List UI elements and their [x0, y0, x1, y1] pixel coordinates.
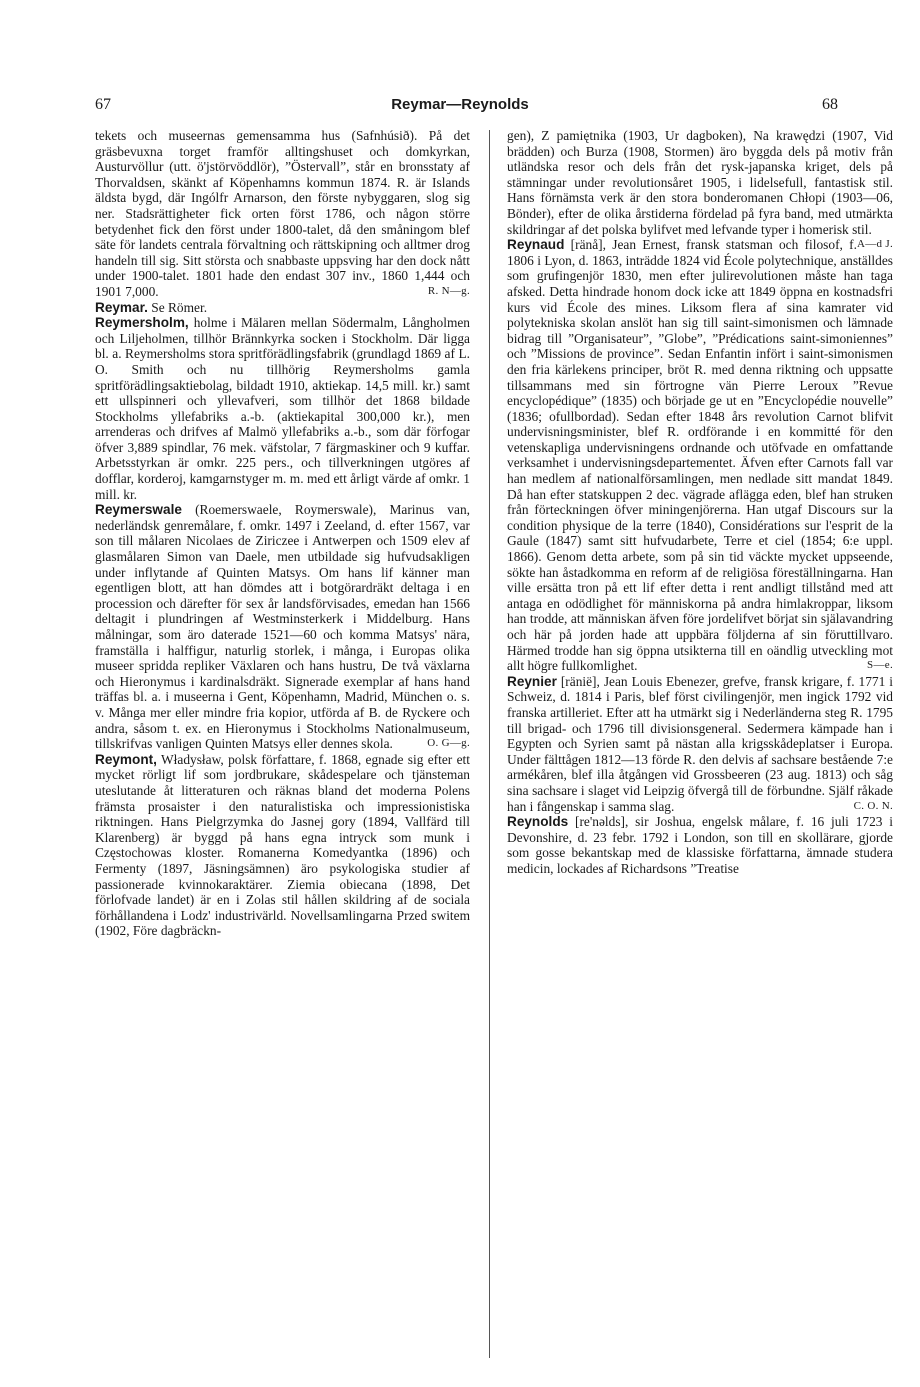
author-signature: O. G—g.: [427, 737, 470, 750]
author-signature: R. N—g.: [427, 284, 470, 297]
entry: [507, 814, 893, 876]
column-divider: [489, 130, 490, 1358]
entry-text: [re'nəlds], sir Joshua, engelsk målare, f. 16 juli 1723 i Devonshire, d. 23 febr. 1792 i London, son till en skollärare, gjorde som gosse bekantskap med de klassiske författarna, ämnade studera medicin, lockades af Richardsons ”Treatise: [507, 814, 893, 876]
entry-text: Se Römer.: [147, 299, 208, 315]
entry-text: gen), Z pamiętnika (1903, Ur dagboken), Na krawędzi (1907, Vid brädden) och Burza (1908, Stormen) äro byggda dels på motiv från utländska resor och dels från det rysk-japanska kriget, dels på stämningar under revolutionsåret 1905, i lidelsefull, fantastisk stil. Hans förnämsta verk är den stora bonderomanen Chłopi (1903—06, Bönder), efter de olika årstiderna fördelad på fyra band, med utmärkta skildringar af det polska bylifvet med lefvande typer i homerisk stil.: [507, 128, 893, 237]
entry-text: [ränå], Jean Ernest, fransk statsman och filosof, f. 1806 i Lyon, d. 1863, inträdde 1824 vid École polytechnique, anställdes som grufingenjör 1830, men efter julirevolutionen måste han taga afsked. Detta hindrade honom dock icke att 1849 öppna en kostnadsfri kurs vid École des mines. Liksom flera af sina kamrater vid polytekniska skolan anslöt han sig till saint-simonismen och lämnade bidrag till ”Organisateur”, ”Globe”, ”Prédications saint-simoniennes” och ”Missions de province”. Sedan Enfantin infört i saint-simonismen den fria kärlekens principer, bröt R. med denna riktning och uppsatte tillsammans med sin förtrogne vän Pierre Leroux ”Revue encyclopédique” (1835) och började ge ut en ”Encyclopédie nouvelle” (1836; ofullbordad). Sedan efter 1848 års revolution Carnot blifvit undervisningsminister, blef R. ordförande i en kommitté för den vetenskapliga undervisningens ordnande och utöfvade en omfattande verksamhet i undervisningsdepartementet. Äfven efter Carnots fall var han medlem af nationalförsamlingen, men nedlade sitt mandat 1849. Då han efter statskuppen 2 dec. vägrade aflägga eden, blef han struken från förteckningen öfver miningenjörerna. Han utgaf Discours sur la condition physique de la terre (1840), Considérations sur l'esprit de la Gaule (1847) samt sitt hufvudarbete, Terre et ciel (1854; 6:e uppl. 1866). Genom detta arbete, som på sin tid väckte mycket uppseende, sökte han åstadkomma en reform af de religiösa föreställningarna. Han ville ersätta tron på ett lif efter detta i rent andligt tillstånd med att antaga en odödlighet för människorna på andra himlakroppar, liksom han trodde, att människan äfven före jordelifvet börjat sin själavandring och här på jorden hade att uppbära följderna af sin föruttillvaro. Härmed trodde han sig öppna utsikterna till en oändlig utveckling mot allt högre fullkomlighet.: [507, 237, 893, 674]
entry-text: Władysław, polsk författare, f. 1868, egnade sig efter ett mycket rörligt lif som jordbrukare, skådespelare och tjänsteman uteslutande åt litteraturen och räknas bland det moderna Polens främsta prosaister i den naturalistiska och impressionistiska riktningen. Hans Pielgrzymka do Jasnej gory (1894, Vallfärd till Klarenberg) är byggd på hans egna intryck som munk i Częstochowas kloster. Romanerna Komedyantka (1896) och Fermenty (1897, Jäsningsämnen) äro psykologiska studier af passionerade kvinnokaraktärer. Ziemia obiecana (1898, Det förlofvade landet) är en i Zolas stil hållen skildring af de sociala förhållandena i Lodz' industrivärld. Novellsamlingarna Przed switem (1902, Före dagbräckn-: [95, 751, 470, 939]
right-column: [507, 128, 893, 877]
entry-text: [ränië], Jean Louis Ebenezer, grefve, fransk krigare, f. 1771 i Schweiz, d. 1814 i Paris, blef först civilingenjör, men ingick 1792 vid franska artilleriet. Efter att ha utmärkt sig i Nederländerna steg R. 1795 till brigad- och 1796 till divisionsgeneral. Sedermera kämpade han i Egypten och Syrien samt på nästan alla krigsskådeplatser i Europa. Under fälttågen 1812—13 förde R. den delvis af sachsare bestående 7:e armékåren, blef illa åtgången vid Grossbeeren (23 aug. 1813) och såg sina sachsare i slaget vid Leipzig öfvergå till de förbundne. Själf råkade han i fångenskap i samma slag.: [507, 673, 893, 814]
author-signature: A—d J.: [856, 238, 893, 251]
entry-headword: Reymerswale: [95, 502, 182, 518]
page-number-right: 68: [822, 96, 838, 113]
entry: [507, 674, 893, 814]
running-head: Reymar—Reynolds: [391, 96, 529, 113]
entry-headword: Reymont,: [95, 751, 157, 767]
page-number-left: 67: [95, 96, 111, 113]
entry: [95, 502, 470, 752]
entry-headword: Reymersholm,: [95, 315, 189, 331]
left-column: [95, 128, 470, 939]
page-header: [0, 96, 920, 120]
entry-headword: Reymar.: [95, 299, 148, 315]
entry-headword: Reynaud: [507, 237, 565, 253]
entry-headword: Reynier: [507, 673, 557, 689]
entry-text: tekets och museernas gemensamma hus (Safnhúsið). På det gräsbevuxna torget framför alltingshuset och domkyrkan, Austurvöllur (utt. ö'jstörvöddlör), ”Östervall”, står en bronsstaty af Thorvaldsen, skänkt af Köpenhamns kommun 1874. R. är Islands äldsta bygd, där Ingólfr Arnarson, den förste nybyggaren, slog sig ner. Stadsrättigheter fick orten först 1786, och någon större betydenhet fick den först under 1800-talet, då den småningom blef säte för landets centrala förvaltning och rättskipning och alltmer drog handeln till sig. Sitt största och snabbaste uppsving har den dock nått under 1900-talet. 1801 hade den endast 307 inv., 1860 1,444 och 1901 7,000.: [95, 128, 470, 299]
author-signature: C. O. N.: [853, 799, 893, 812]
author-signature: S—e.: [867, 659, 893, 672]
entry: [507, 237, 893, 674]
entry-continuation: [95, 128, 470, 300]
entry: [95, 300, 470, 316]
entry-text: holme i Mälaren mellan Södermalm, Långholmen och Liljeholmen, tillhör Brännkyrka socken i Stockholm. Där ligga bl. a. Reymersholms stora spritförädlingsfabrik (grundlagd 1869 af L. O. Smith och nu tillhörig Reymersholms gamla spritförädlingsaktiebolag, bildadt 1910, aktiekap. 14,5 mill. kr.) samt ett ullspinneri och yllevafveri, som tillhör det 1868 bildade Stockholms yllefabriks a.-b. (aktiekapital 300,000 kr.), men arrenderas och drifves af Malmö yllefabriks a.-b., som där förfogar öfver 3,889 spindlar, 76 mek. väfstolar, 7 färgmaskiner och 9 kuffar. Arbetsstyrkan är omkr. 225 pers., och tillverkningen utgöres af dofflar, korderoj, kamgarnstyger m. m. med ett årligt värde af omkr. 1 mill. kr.: [95, 315, 470, 502]
entry: [95, 315, 470, 502]
entry-text: (Roemerswaele, Roymerswale), Marinus van, nederländsk genremålare, f. omkr. 1497 i Zeeland, d. efter 1567, var son till målaren Nicolaes de Ziriczee i Antwerpen och 1509 elev af glasmålaren Simon van Daele, men utbildade sig hufvudsakligen under inflytande af Quinten Matsys. Om hans lif känner man egentligen blott, att han dömdes att i botgörardräkt deltaga i en procession och därefter för sex år landsförvisades, emedan han 1566 deltagit i plundringen af Westminsterkerk i Middelburg. Hans målningar, som äro daterade 1521—60 och komma Matsys' nära, framställa i halffigur, naturlig storlek, i många, i Europas olika museer spridda repliker Växlaren och hans hustru, De två växlarna och Hieronymus i kardinalsdräkt. Signerade exemplar af hans hand träffas bl. a. i museerna i Gent, Köpenhamn, Madrid, München o. s. v. Många mer eller mindre fria kopior, utförda af B. de Ryckere och andra, såsom t. ex. en Hieronymus i Stockholms Nationalmuseum, tillskrifvas vanligen Quinten Matsys eller dennes skola.: [95, 502, 470, 752]
entry: [95, 752, 470, 939]
entry-headword: Reynolds: [507, 814, 569, 830]
